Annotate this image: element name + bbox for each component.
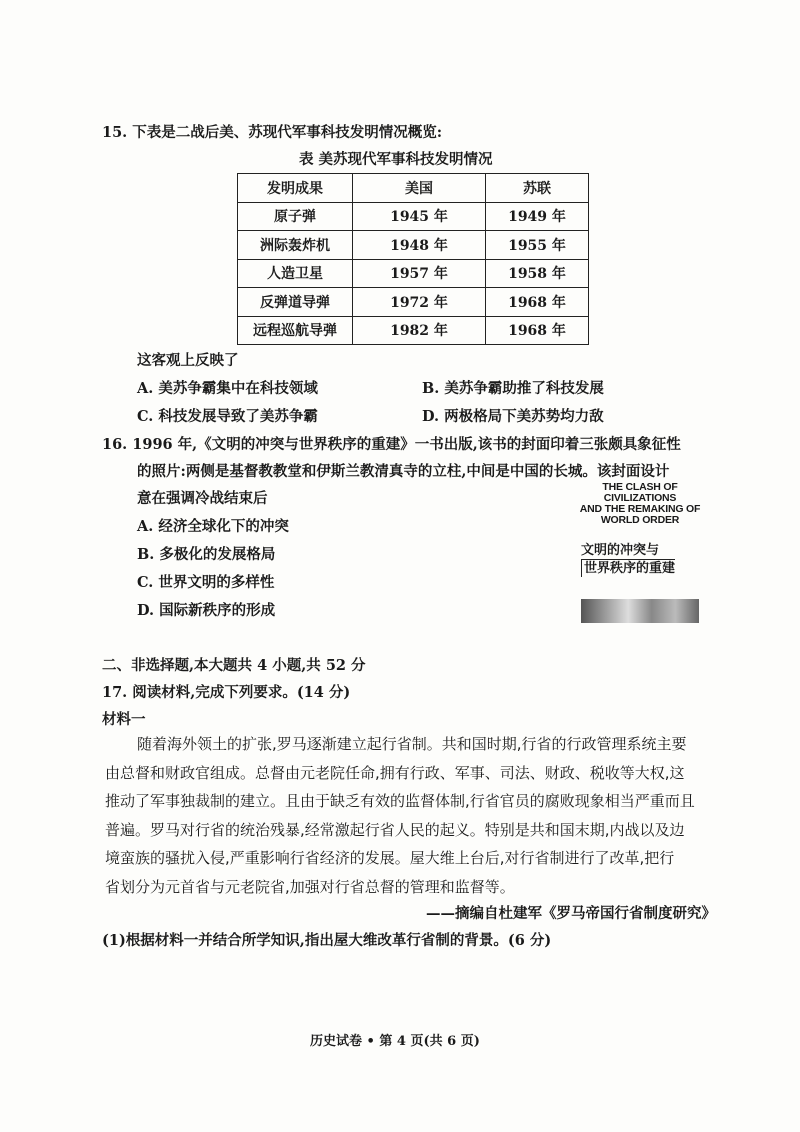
q17-material-label: 材料一: [102, 711, 146, 728]
passage-line: 普遍。罗马对行省的统治残暴,经常激起行省人民的起义。特别是共和国末期,内战以及边: [105, 820, 685, 839]
q16-stem-line1: 16. 1996 年,《文明的冲突与世界秩序的重建》一书出版,该书的封面印着三张颇具象征性: [102, 436, 681, 453]
table-header: 发明成果: [238, 174, 353, 203]
table-row: [238, 259, 589, 288]
table-cell: 1945 年: [353, 202, 486, 231]
book-cover-english-title: THE CLASH OF CIVILIZATIONS AND THE REMAKING OF WORLD ORDER: [579, 481, 701, 526]
q15-option-b: B. 美苏争霸助推了科技发展: [422, 380, 604, 397]
passage-line: 由总督和财政官组成。总督由元老院任命,拥有行政、军事、司法、财政、税收等大权,这: [105, 763, 685, 782]
q16-stem-line3: 意在强调冷战结束后: [137, 490, 268, 507]
table-cell: 洲际轰炸机: [238, 231, 353, 260]
q17-source: ——摘编自杜建军《罗马帝国行省制度研究》: [426, 905, 716, 922]
table-cell: 1948 年: [353, 231, 486, 260]
q16-option-a: A. 经济全球化下的冲突: [137, 518, 289, 535]
q15-table: [237, 173, 589, 345]
table-header: 美国: [353, 174, 486, 203]
q15-table-title: 表 美苏现代军事科技发明情况: [299, 151, 493, 168]
q17-stem: 17. 阅读材料,完成下列要求。(14 分): [102, 684, 351, 701]
table-row: [238, 202, 589, 231]
table-header: 苏联: [486, 174, 589, 203]
table-cell: 反弹道导弹: [238, 288, 353, 317]
table-cell: 1982 年: [353, 316, 486, 345]
q15-prompt: 这客观上反映了: [137, 352, 239, 369]
q17-subquestion-1: (1)根据材料一并结合所学知识,指出屋大维改革行省制的背景。(6 分): [102, 932, 552, 949]
table-cell: 远程巡航导弹: [238, 316, 353, 345]
q17-material-passage: [105, 730, 720, 901]
table-cell: 1958 年: [486, 259, 589, 288]
table-cell: 1972 年: [353, 288, 486, 317]
q16-option-b: B. 多极化的发展格局: [137, 546, 276, 563]
table-cell: 1955 年: [486, 231, 589, 260]
passage-line: 随着海外领土的扩张,罗马逐渐建立起行省制。共和国时期,行省的行政管理系统主要: [137, 735, 687, 753]
q16-stem-line2: 的照片:两侧是基督教教堂和伊斯兰教清真寺的立柱,中间是中国的长城。该封面设计: [137, 463, 670, 480]
section-2-heading: 二、非选择题,本大题共 4 小题,共 52 分: [102, 657, 366, 674]
book-cover-image: [575, 482, 705, 628]
passage-line: 境蛮族的骚扰入侵,严重影响行省经济的发展。屋大维上台后,对行省制进行了改革,把行: [105, 849, 675, 867]
table-row: [238, 288, 589, 317]
book-cover-photo: [581, 599, 699, 623]
q16-option-d: D. 国际新秩序的形成: [137, 602, 276, 619]
table-cell: 1968 年: [486, 288, 589, 317]
table-cell: 1949 年: [486, 202, 589, 231]
passage-line: 推动了军事独裁制的建立。且由于缺乏有效的监督体制,行省官员的腐败现象相当严重而且: [105, 792, 695, 810]
table-row: [238, 231, 589, 260]
q15-option-d: D. 两极格局下美苏势均力敌: [422, 408, 604, 425]
table-cell: 人造卫星: [238, 259, 353, 288]
passage-line: 省划分为元首省与元老院省,加强对行省总督的管理和监督等。: [105, 877, 515, 896]
q15-option-a: A. 美苏争霸集中在科技领域: [137, 380, 318, 397]
table-row: [238, 316, 589, 345]
q16-option-c: C. 世界文明的多样性: [137, 574, 275, 591]
q15-stem: 15. 下表是二战后美、苏现代军事科技发明情况概览:: [102, 124, 443, 141]
page-footer: 历史试卷 • 第 4 页(共 6 页): [310, 1034, 480, 1049]
q15-option-c: C. 科技发展导致了美苏争霸: [137, 408, 318, 425]
table-header-row: [238, 174, 589, 203]
table-cell: 1968 年: [486, 316, 589, 345]
book-cover-chinese-title: 文明的冲突与 世界秩序的重建: [581, 543, 676, 576]
table-cell: 原子弹: [238, 202, 353, 231]
table-cell: 1957 年: [353, 259, 486, 288]
